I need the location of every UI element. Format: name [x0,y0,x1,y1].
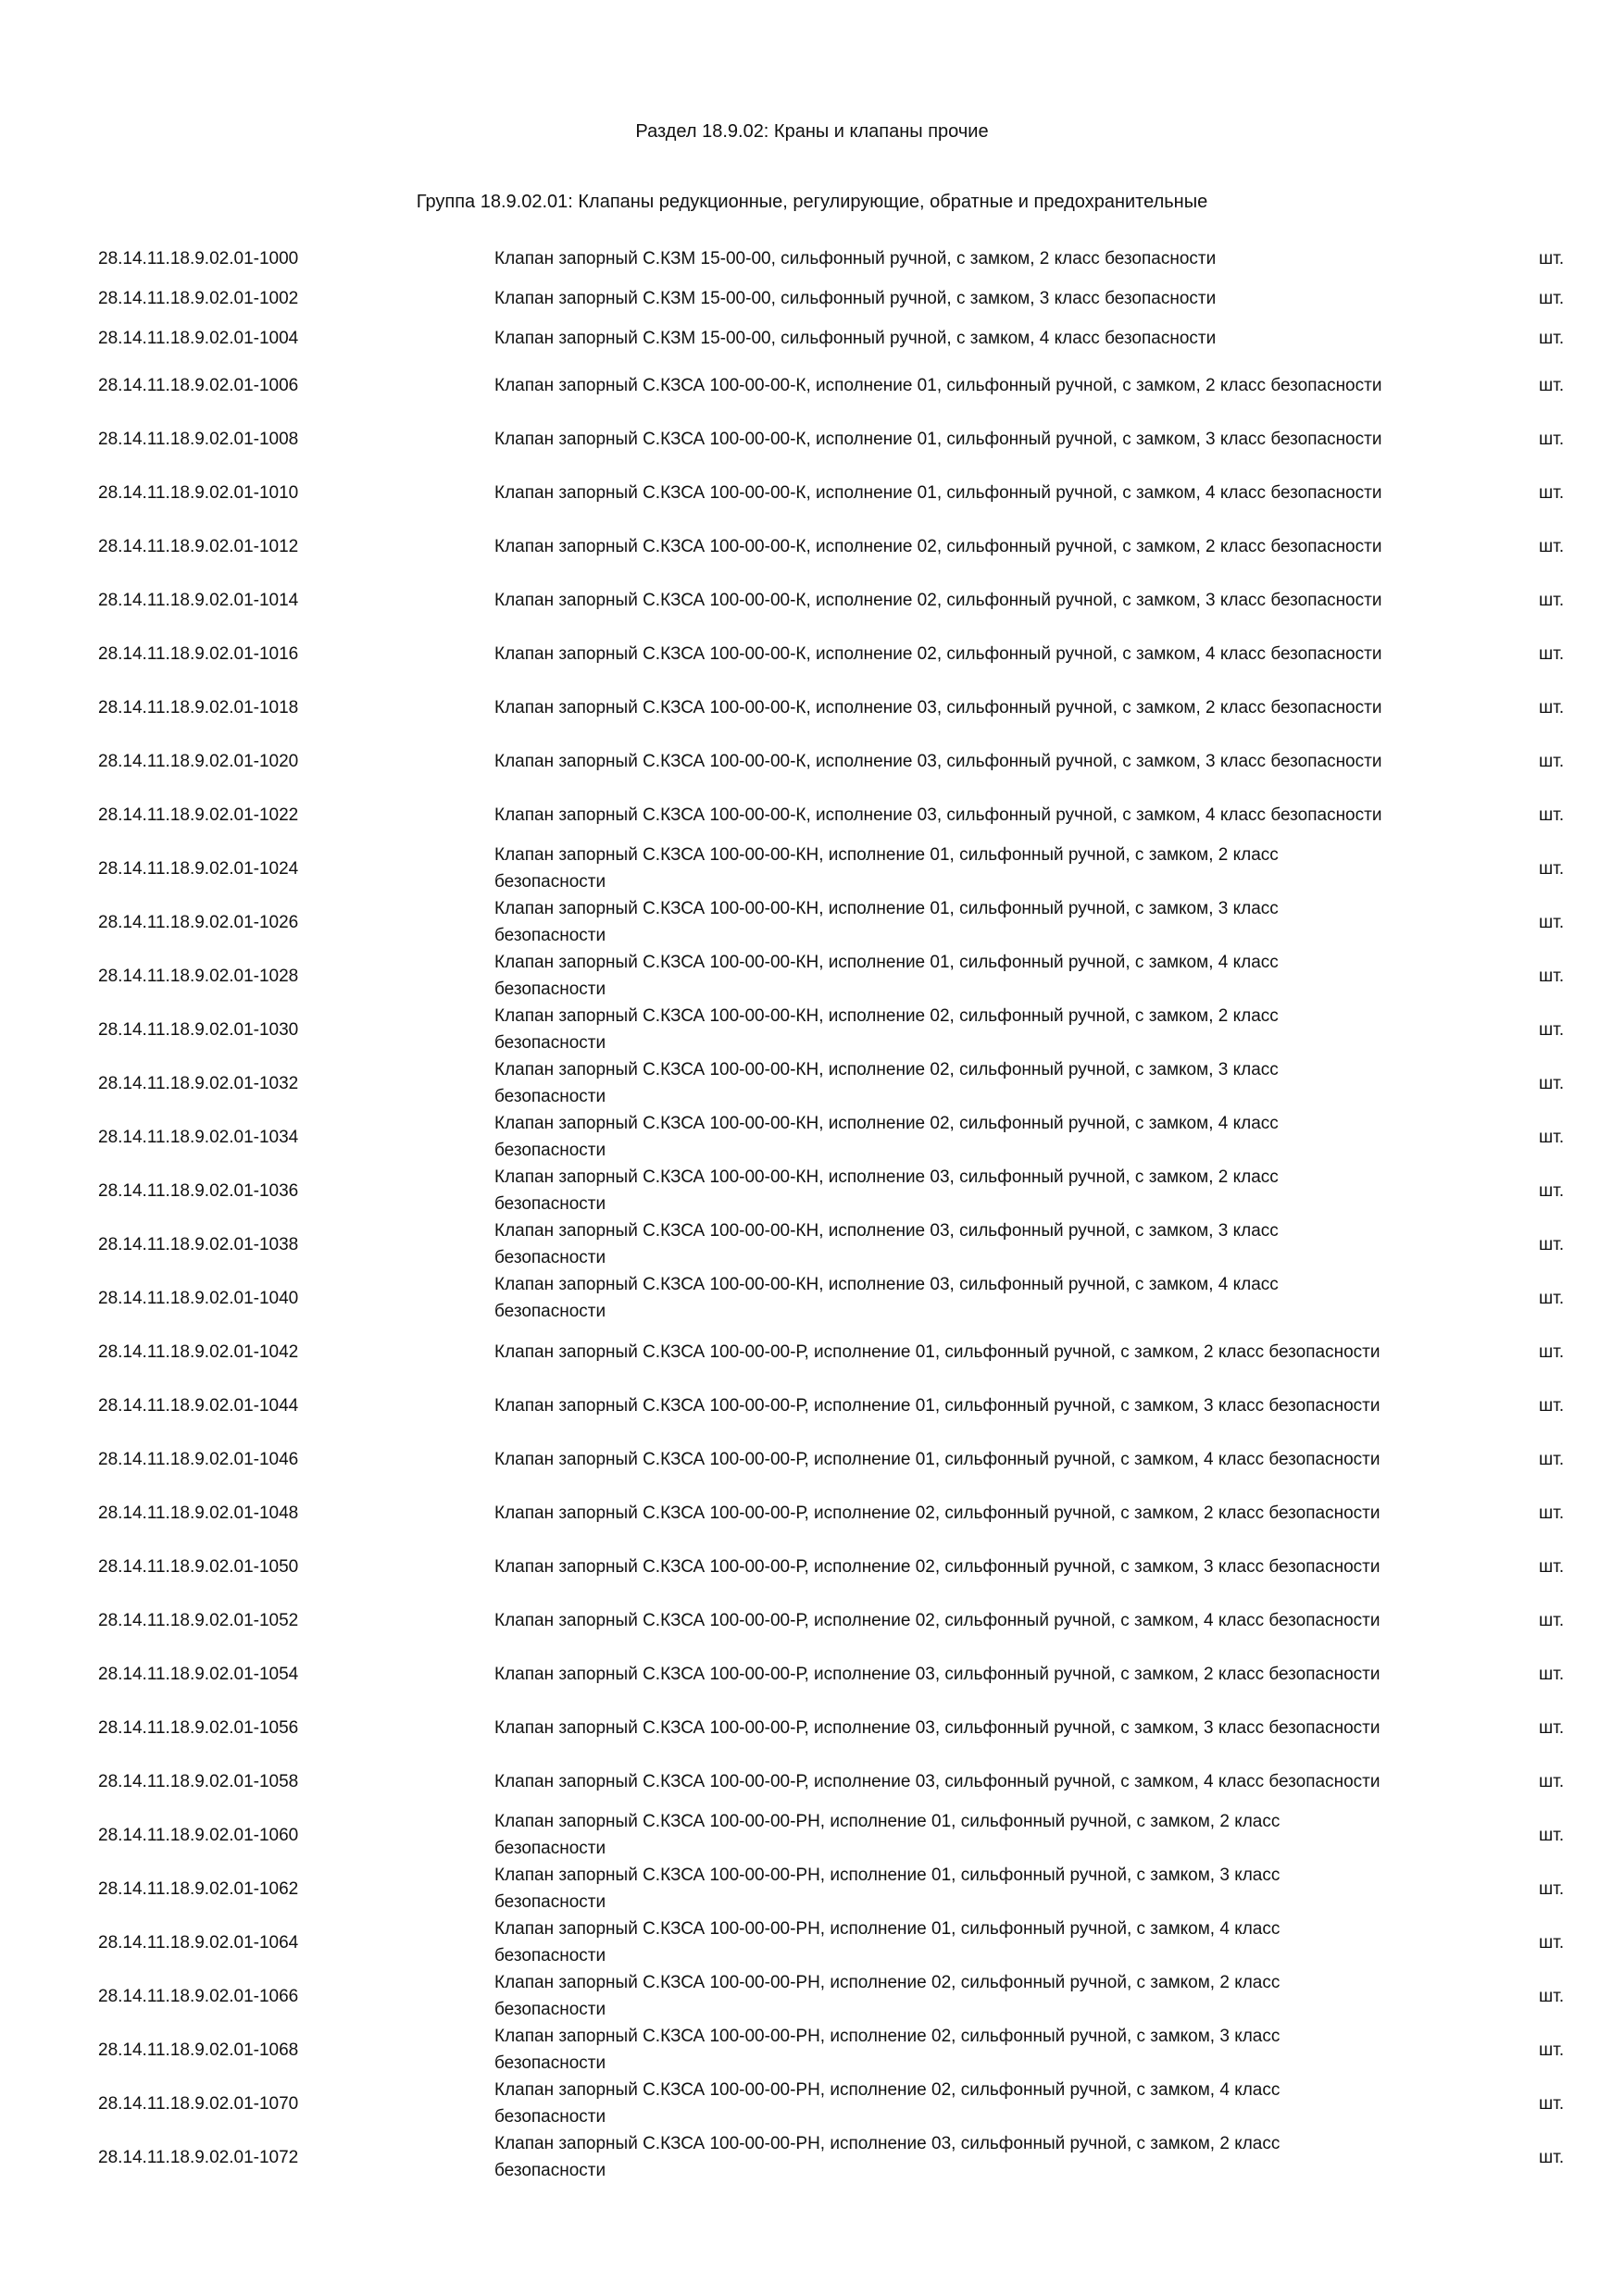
row-code: 28.14.11.18.9.02.01-1002 [98,289,299,308]
row-unit: шт. [1539,1878,1565,1899]
row-code: 28.14.11.18.9.02.01-1064 [98,1932,299,1953]
row-description: Клапан запорный С.КЗСА 100-00-00-К, исполнение 01, сильфонный ручной, с замком, 2 класс безопасности [494,375,1382,395]
row-description: Клапан запорный С.КЗСА 100-00-00-КН, исполнение 03, сильфонный ручной, с замком, 4 класс безопасности [494,1275,1279,1321]
row-code: 28.14.11.18.9.02.01-1048 [98,1503,299,1523]
table-row [0,949,1624,1003]
row-unit: шт. [1539,2040,1565,2060]
row-unit: шт. [1539,1127,1565,1147]
row-unit: шт. [1539,697,1565,718]
row-code: 28.14.11.18.9.02.01-1006 [98,375,299,395]
row-description: Клапан запорный С.КЗСА 100-00-00-К, исполнение 01, сильфонный ручной, с замком, 3 класс безопасности [494,429,1382,449]
row-unit: шт. [1539,1610,1565,1630]
row-code: 28.14.11.18.9.02.01-1062 [98,1878,299,1899]
row-description: Клапан запорный С.КЗСА 100-00-00-РН, исполнение 01, сильфонный ручной, с замком, 3 класс безопасности [494,1866,1280,1912]
row-unit: шт. [1539,536,1565,556]
row-unit: шт. [1539,1771,1565,1791]
row-description: Клапан запорный С.КЗСА 100-00-00-КН, исполнение 03, сильфонный ручной, с замком, 2 класс безопасности [494,1167,1279,1214]
row-description: Клапан запорный С.КЗСА 100-00-00-РН, исполнение 02, сильфонный ручной, с замком, 2 класс безопасности [494,1973,1280,2019]
row-description: Клапан запорный С.КЗСА 100-00-00-К, исполнение 03, сильфонный ручной, с замком, 3 класс безопасности [494,751,1382,771]
row-unit: шт. [1539,1288,1565,1308]
row-description: Клапан запорный С.КЗСА 100-00-00-Р, исполнение 01, сильфонный ручной, с замком, 2 класс безопасности [494,1341,1380,1362]
row-unit: шт. [1539,805,1565,825]
row-code: 28.14.11.18.9.02.01-1010 [98,482,299,503]
row-unit: шт. [1539,1449,1565,1469]
table-row [0,1325,1624,1379]
price-list-rows [0,239,1624,2184]
table-row [0,466,1624,519]
row-code: 28.14.11.18.9.02.01-1022 [98,805,299,825]
row-code: 28.14.11.18.9.02.01-1060 [98,1825,299,1845]
row-code: 28.14.11.18.9.02.01-1028 [98,966,299,986]
row-description: Клапан запорный С.КЗСА 100-00-00-РН, исполнение 01, сильфонный ручной, с замком, 2 класс безопасности [494,1812,1280,1858]
row-description: Клапан запорный С.КЗСА 100-00-00-К, исполнение 01, сильфонный ручной, с замком, 4 класс безопасности [494,482,1382,503]
row-description: Клапан запорный С.КЗМ 15-00-00, сильфонный ручной, с замком, 4 класс безопасности [494,329,1217,348]
table-row [0,519,1624,573]
row-code: 28.14.11.18.9.02.01-1008 [98,429,299,449]
group-title: Группа 18.9.02.01: Клапаны редукционные, регулирующие, обратные и предохранительные [416,192,1208,212]
row-unit: шт. [1539,2147,1565,2167]
row-description: Клапан запорный С.КЗСА 100-00-00-К, исполнение 03, сильфонный ручной, с замком, 2 класс безопасности [494,697,1382,718]
row-description: Клапан запорный С.КЗСА 100-00-00-Р, исполнение 02, сильфонный ручной, с замком, 4 класс безопасности [494,1610,1380,1630]
row-code: 28.14.11.18.9.02.01-1070 [98,2093,299,2114]
row-unit: шт. [1539,858,1565,879]
table-row [0,358,1624,412]
row-description: Клапан запорный С.КЗСА 100-00-00-КН, исполнение 02, сильфонный ручной, с замком, 2 класс безопасности [494,1006,1279,1053]
table-row [0,895,1624,949]
row-unit: шт. [1539,1503,1565,1523]
row-unit: шт. [1539,1341,1565,1362]
row-code: 28.14.11.18.9.02.01-1012 [98,536,299,556]
row-unit: шт. [1539,912,1565,932]
row-unit: шт. [1539,1180,1565,1201]
row-code: 28.14.11.18.9.02.01-1050 [98,1556,299,1577]
row-code: 28.14.11.18.9.02.01-1018 [98,697,299,718]
row-description: Клапан запорный С.КЗМ 15-00-00, сильфонный ручной, с замком, 3 класс безопасности [494,289,1217,308]
table-row [0,318,1624,358]
row-description: Клапан запорный С.КЗСА 100-00-00-РН, исполнение 03, сильфонный ручной, с замком, 2 класс безопасности [494,2134,1280,2180]
row-description: Клапан запорный С.КЗСА 100-00-00-КН, исполнение 03, сильфонный ручной, с замком, 3 класс безопасности [494,1221,1279,1267]
table-row [0,1110,1624,1164]
row-code: 28.14.11.18.9.02.01-1056 [98,1717,299,1738]
row-unit: шт. [1539,375,1565,395]
row-unit: шт. [1539,1717,1565,1738]
row-description: Клапан запорный С.КЗМ 15-00-00, сильфонный ручной, с замком, 2 класс безопасности [494,249,1217,268]
row-code: 28.14.11.18.9.02.01-1034 [98,1127,299,1147]
row-code: 28.14.11.18.9.02.01-1068 [98,2040,299,2060]
row-description: Клапан запорный С.КЗСА 100-00-00-КН, исполнение 01, сильфонный ручной, с замком, 2 класс безопасности [494,845,1279,892]
row-code: 28.14.11.18.9.02.01-1000 [98,249,299,268]
row-code: 28.14.11.18.9.02.01-1042 [98,1341,299,1362]
row-unit: шт. [1539,429,1565,449]
row-description: Клапан запорный С.КЗСА 100-00-00-К, исполнение 02, сильфонный ручной, с замком, 3 класс безопасности [494,590,1382,610]
row-code: 28.14.11.18.9.02.01-1052 [98,1610,299,1630]
table-row [0,1540,1624,1593]
row-code: 28.14.11.18.9.02.01-1030 [98,1019,299,1040]
row-unit: шт. [1539,751,1565,771]
table-row [0,1217,1624,1271]
row-unit: шт. [1539,289,1565,308]
row-unit: шт. [1539,590,1565,610]
row-code: 28.14.11.18.9.02.01-1058 [98,1771,299,1791]
row-unit: шт. [1539,2093,1565,2114]
table-row [0,1754,1624,1808]
section-title: Раздел 18.9.02: Краны и клапаны прочие [635,121,989,142]
row-code: 28.14.11.18.9.02.01-1066 [98,1986,299,2006]
row-unit: шт. [1539,1395,1565,1416]
row-code: 28.14.11.18.9.02.01-1016 [98,643,299,664]
row-description: Клапан запорный С.КЗСА 100-00-00-РН, исполнение 02, сильфонный ручной, с замком, 4 класс безопасности [494,2080,1280,2127]
row-code: 28.14.11.18.9.02.01-1072 [98,2147,299,2167]
row-description: Клапан запорный С.КЗСА 100-00-00-КН, исполнение 02, сильфонный ручной, с замком, 4 класс безопасности [494,1114,1279,1160]
row-unit: шт. [1539,1234,1565,1254]
table-row [0,1379,1624,1432]
row-description: Клапан запорный С.КЗСА 100-00-00-К, исполнение 03, сильфонный ручной, с замком, 4 класс безопасности [494,805,1382,825]
row-unit: шт. [1539,1019,1565,1040]
table-row [0,2023,1624,2077]
row-code: 28.14.11.18.9.02.01-1004 [98,329,299,348]
row-description: Клапан запорный С.КЗСА 100-00-00-РН, исполнение 01, сильфонный ручной, с замком, 4 класс безопасности [494,1919,1280,1965]
table-row [0,2077,1624,2130]
row-code: 28.14.11.18.9.02.01-1036 [98,1180,299,1201]
row-unit: шт. [1539,1932,1565,1953]
row-code: 28.14.11.18.9.02.01-1046 [98,1449,299,1469]
row-code: 28.14.11.18.9.02.01-1020 [98,751,299,771]
row-code: 28.14.11.18.9.02.01-1038 [98,1234,299,1254]
row-unit: шт. [1539,1825,1565,1845]
table-row [0,627,1624,680]
row-description: Клапан запорный С.КЗСА 100-00-00-Р, исполнение 02, сильфонный ручной, с замком, 3 класс безопасности [494,1556,1380,1577]
row-unit: шт. [1539,329,1565,348]
row-description: Клапан запорный С.КЗСА 100-00-00-Р, исполнение 03, сильфонный ручной, с замком, 4 класс безопасности [494,1771,1380,1791]
row-code: 28.14.11.18.9.02.01-1044 [98,1395,299,1416]
table-row [0,2130,1624,2184]
table-row [0,412,1624,466]
row-unit: шт. [1539,643,1565,664]
table-row [0,1432,1624,1486]
row-description: Клапан запорный С.КЗСА 100-00-00-КН, исполнение 01, сильфонный ручной, с замком, 3 класс безопасности [494,899,1279,945]
table-row [0,1003,1624,1056]
row-description: Клапан запорный С.КЗСА 100-00-00-Р, исполнение 01, сильфонный ручной, с замком, 3 класс безопасности [494,1395,1380,1416]
table-row [0,573,1624,627]
table-row [0,734,1624,788]
table-row [0,1808,1624,1862]
table-row [0,1593,1624,1647]
table-row [0,1647,1624,1701]
row-code: 28.14.11.18.9.02.01-1026 [98,912,299,932]
row-code: 28.14.11.18.9.02.01-1024 [98,858,299,879]
row-code: 28.14.11.18.9.02.01-1032 [98,1073,299,1093]
row-description: Клапан запорный С.КЗСА 100-00-00-К, исполнение 02, сильфонный ручной, с замком, 2 класс безопасности [494,536,1382,556]
table-row [0,1164,1624,1217]
row-unit: шт. [1539,482,1565,503]
row-code: 28.14.11.18.9.02.01-1040 [98,1288,299,1308]
table-row [0,279,1624,318]
row-unit: шт. [1539,1073,1565,1093]
table-row [0,1271,1624,1325]
row-description: Клапан запорный С.КЗСА 100-00-00-КН, исполнение 01, сильфонный ручной, с замком, 4 класс безопасности [494,953,1279,999]
row-description: Клапан запорный С.КЗСА 100-00-00-Р, исполнение 03, сильфонный ручной, с замком, 3 класс безопасности [494,1717,1380,1738]
table-row [0,842,1624,895]
row-description: Клапан запорный С.КЗСА 100-00-00-Р, исполнение 02, сильфонный ручной, с замком, 2 класс безопасности [494,1503,1380,1523]
table-row [0,788,1624,842]
table-row [0,680,1624,734]
table-row [0,1701,1624,1754]
row-unit: шт. [1539,1556,1565,1577]
row-unit: шт. [1539,1986,1565,2006]
table-row [0,1862,1624,1915]
row-description: Клапан запорный С.КЗСА 100-00-00-РН, исполнение 02, сильфонный ручной, с замком, 3 класс безопасности [494,2027,1280,2073]
row-unit: шт. [1539,249,1565,268]
table-row [0,1056,1624,1110]
table-row [0,1915,1624,1969]
row-unit: шт. [1539,966,1565,986]
row-description: Клапан запорный С.КЗСА 100-00-00-Р, исполнение 01, сильфонный ручной, с замком, 4 класс безопасности [494,1449,1380,1469]
row-description: Клапан запорный С.КЗСА 100-00-00-КН, исполнение 02, сильфонный ручной, с замком, 3 класс безопасности [494,1060,1279,1106]
row-unit: шт. [1539,1664,1565,1684]
row-code: 28.14.11.18.9.02.01-1014 [98,590,299,610]
row-description: Клапан запорный С.КЗСА 100-00-00-Р, исполнение 03, сильфонный ручной, с замком, 2 класс безопасности [494,1664,1380,1684]
row-code: 28.14.11.18.9.02.01-1054 [98,1664,299,1684]
row-description: Клапан запорный С.КЗСА 100-00-00-К, исполнение 02, сильфонный ручной, с замком, 4 класс безопасности [494,643,1382,664]
table-row [0,1969,1624,2023]
table-row [0,1486,1624,1540]
table-row [0,239,1624,279]
